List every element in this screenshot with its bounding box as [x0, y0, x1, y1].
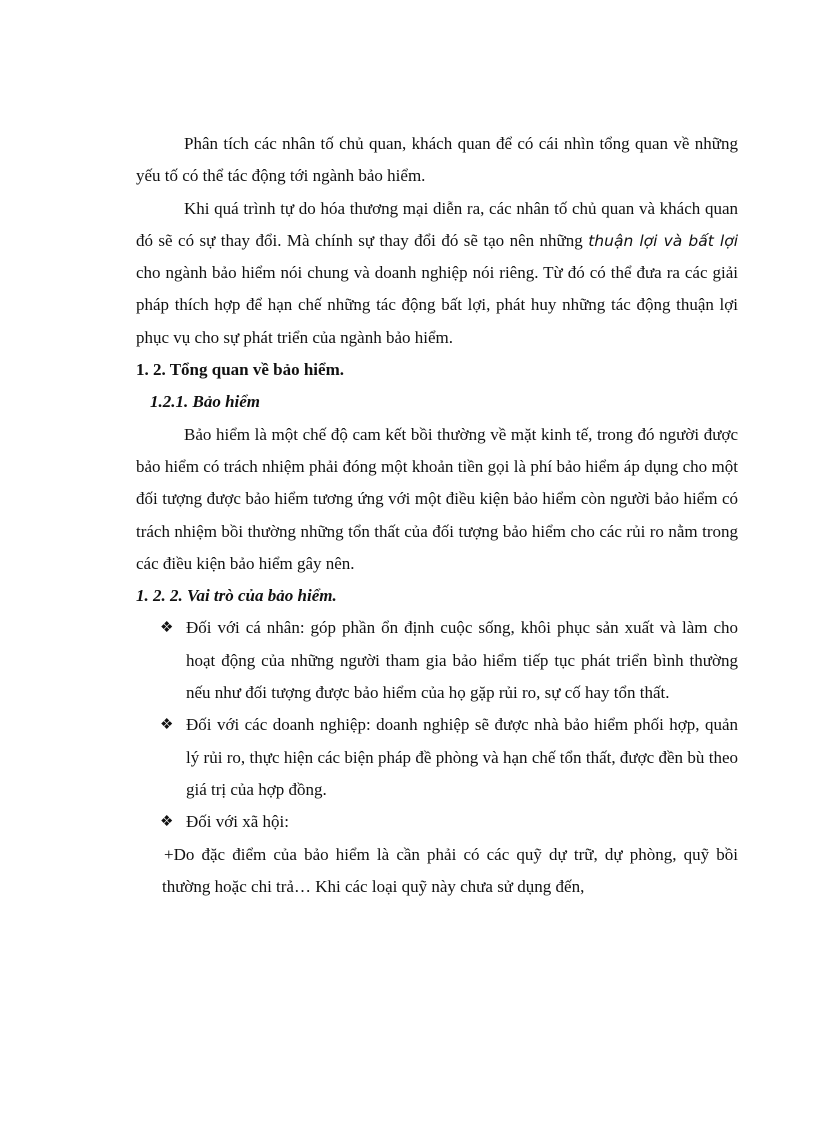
document-page [136, 128, 738, 903]
paragraph-liberalization-part-b: cho ngành bảo hiểm nói chung và doanh nghiệp nói riêng. Từ đó có thể đưa ra các giải pháp thích hợp để hạn chế những tác động bất lợi, phát huy những tác động thuận lợi phục vụ cho sự phát triển của ngành bảo hiểm. [136, 263, 738, 347]
diamond-bullet-icon: ❖ [160, 814, 174, 831]
subsection-heading-1-2-2: 1. 2. 2. Vai trò của bảo hiểm. [136, 586, 337, 606]
bullet-item-enterprise [136, 709, 738, 806]
paragraph-insurance-definition: Bảo hiểm là một chế độ cam kết bồi thường về mặt kinh tế, trong đó người được bảo hiểm có trách nhiệm phải đóng một khoản tiền gọi là phí bảo hiểm áp dụng cho một đối tượng được bảo hiểm tương ứng với một điều kiện bảo hiểm còn người bảo hiểm có trách nhiệm bồi thường những tổn thất của đối tượng bảo hiểm cho các rủi ro nằm trong các điều kiện bảo hiểm gây nên. [136, 424, 738, 573]
diamond-bullet-icon: ❖ [160, 620, 174, 637]
bullet-text: Đối với cá nhân: góp phần ổn định cuộc sống, khôi phục sản xuất và làm cho hoạt động của những người tham gia bảo hiểm tiếp tục phát triển bình thường nếu như đối tượng được bảo hiểm của họ gặp rủi ro, sự cố hay tổn thất. [186, 618, 738, 703]
bullet-item-individual [136, 612, 738, 709]
bullet-item-society [136, 806, 738, 838]
paragraph-society-funds: +Do đặc điểm của bảo hiểm là cần phải có các quỹ dự trữ, dự phòng, quỹ bồi thường hoặc chi trả… Khi các loại quỹ này chưa sử dụng đến, [162, 844, 738, 896]
paragraph-liberalization [136, 193, 738, 354]
paragraph-liberalization-part-a: Khi quá trình tự do hóa thương mại diễn ra, các nhân tố chủ quan và khách quan đó sẽ có sự thay đổi. Mà chính sự thay đổi đó sẽ tạo nên những [136, 198, 738, 250]
section-heading-1-2: 1. 2. Tổng quan về bảo hiểm. [136, 360, 344, 380]
bullet-text: Đối với xã hội: [186, 812, 289, 832]
emphasis-thuan-loi-bat-loi: thuận lợi và bất lợi [588, 231, 738, 250]
paragraph-intro: Phân tích các nhân tố chủ quan, khách quan để có cái nhìn tổng quan về những yếu tố có thể tác động tới ngành bảo hiểm. [136, 134, 738, 186]
diamond-bullet-icon: ❖ [160, 717, 174, 734]
subsection-heading-1-2-1: 1.2.1. Bảo hiểm [150, 392, 261, 412]
bullet-text: Đối với các doanh nghiệp: doanh nghiệp sẽ được nhà bảo hiểm phối hợp, quản lý rủi ro, thực hiện các biện pháp đề phòng và hạn chế tổn thất, được đền bù theo giá trị của hợp đồng. [186, 715, 738, 799]
